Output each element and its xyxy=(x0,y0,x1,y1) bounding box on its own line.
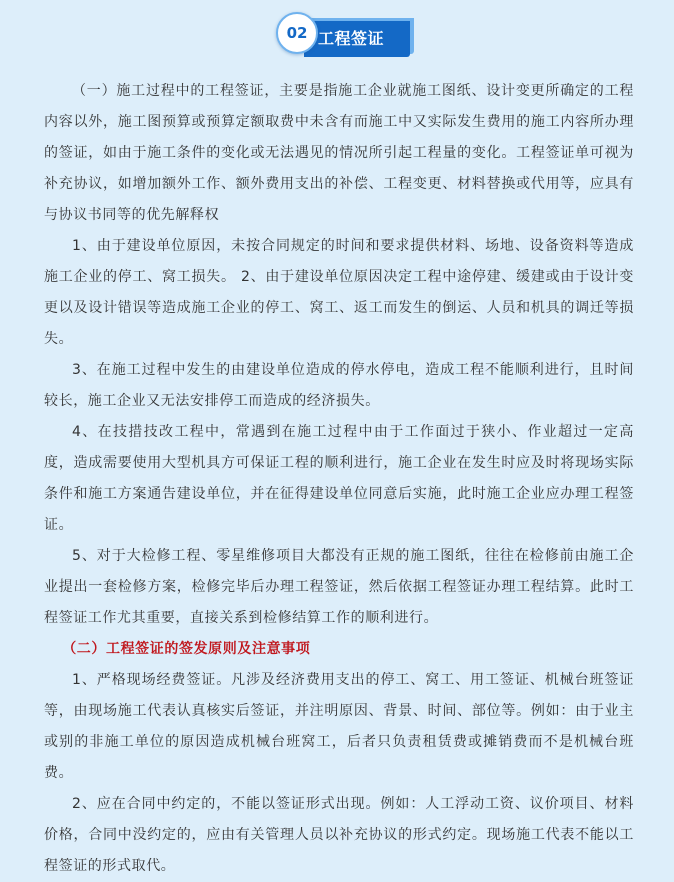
paragraph-item-1-2: 1、由于建设单位原因，未按合同规定的时间和要求提供材料、场地、设备资料等造成施工企业的停工、窝工损失。 2、由于建设单位原因决定工程中途停建、缓建或由于设计变更以及设计错误等造成施工企业的停工、窝工、返工而发生的倒运、人员和机具的调迁等损失。 xyxy=(44,238,634,347)
paragraph-item-4: 4、在技措技改工程中，常遇到在施工过程中由于工作面过于狭小、作业超过一定高度，造成需要使用大型机具方可保证工程的顺利进行，施工企业在发生时应及时将现场实际条件和施工方案通告建设单位，并在征得建设单位同意后实施，此时施工企业应办理工程签证。 xyxy=(44,424,634,533)
article-body xyxy=(44,76,634,882)
section-number-badge: 02 xyxy=(276,12,318,54)
paragraph-intro: （一）施工过程中的工程签证，主要是指施工企业就施工图纸、设计变更所确定的工程内容以外，施工图预算或预算定额取费中未含有而施工中又实际发生费用的施工内容所办理的签证，如由于施工条件的变化或无法遇见的情况所引起工程量的变化。工程签证单可视为补充协议，如增加额外工作、额外费用支出的补偿、工程变更、材料替换或代用等，应具有与协议书同等的优先解释权 xyxy=(44,83,634,223)
paragraph-item-5: 5、对于大检修工程、零星维修项目大都没有正规的施工图纸，往往在检修前由施工企业提出一套检修方案，检修完毕后办理工程签证，然后依据工程签证办理工程结算。此时工程签证工作尤其重要，直接关系到检修结算工作的顺利进行。 xyxy=(44,548,634,626)
section-title: 工程签证 xyxy=(318,29,385,48)
section-header xyxy=(0,0,674,70)
subsection-heading: （二）工程签证的签发原则及注意事项 xyxy=(62,641,311,657)
principle-item-2: 2、应在合同中约定的，不能以签证形式出现。例如：人工浮动工资、议价项目、材料价格，合同中没约定的，应由有关管理人员以补充协议的形式约定。现场施工代表不能以工程签证的形式取代。 xyxy=(44,796,634,874)
principle-item-1: 1、严格现场经费签证。凡涉及经济费用支出的停工、窝工、用工签证、机械台班签证等，由现场施工代表认真核实后签证，并注明原因、背景、时间、部位等。例如：由于业主或别的非施工单位的原因造成机械台班窝工，后者只负责租赁费或摊销费而不是机械台班费。 xyxy=(44,672,634,781)
paragraph-item-3: 3、在施工过程中发生的由建设单位造成的停水停电，造成工程不能顺利进行，且时间较长，施工企业又无法安排停工而造成的经济损失。 xyxy=(44,362,634,409)
